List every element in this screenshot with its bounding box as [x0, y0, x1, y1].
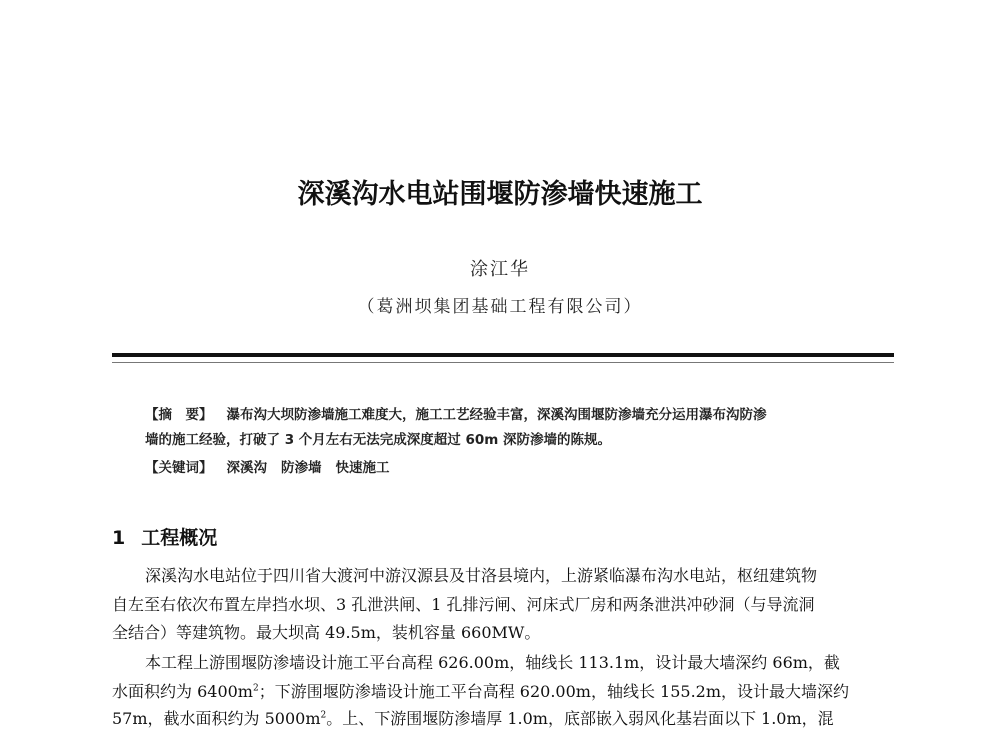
paragraph-fragment: ；下游围堰防渗墙设计施工平台高程 620.00m，轴线长 155.2m，设计最大墙深约 — [258, 682, 850, 701]
section-title: 工程概况 — [141, 527, 218, 549]
section-heading — [112, 523, 217, 550]
header-divider-thin — [112, 362, 894, 363]
keyword-item: 防渗墙 — [281, 460, 322, 476]
abstract-label: 【摘 要】 — [145, 407, 213, 423]
paragraph-fragment: 57m，截水面积约为 5000m — [112, 709, 321, 728]
abstract-line-2 — [145, 429, 875, 452]
superscript: 2 — [320, 710, 327, 721]
section-number: 1 — [112, 527, 126, 549]
abstract-text-2: 墙的施工经验，打破了 3 个月左右无法完成深度超过 60m 深防渗墙的陈规。 — [145, 432, 612, 448]
paragraph-fragment: 水面积约为 6400m — [112, 682, 253, 701]
author-affiliation: （葛洲坝集团基础工程有限公司） — [357, 297, 643, 317]
paper-title: 深溪沟水电站围堰防渗墙快速施工 — [297, 179, 703, 210]
keyword-item: 快速施工 — [335, 460, 390, 476]
author-name: 涂江华 — [470, 259, 530, 280]
paragraph-line: 深溪沟水电站位于四川省大渡河中游汉源县及甘洛县境内，上游紧临瀑布沟水电站，枢纽建筑物 — [145, 566, 818, 585]
superscript: 2 — [252, 683, 259, 694]
paragraph-line: 全结合）等建筑物。最大坝高 49.5m，装机容量 660MW。 — [112, 623, 541, 642]
paragraph-line — [112, 680, 894, 704]
paragraph-line — [112, 707, 894, 731]
header-divider-thick — [112, 353, 894, 357]
abstract-line-1 — [145, 404, 875, 427]
abstract-text-1: 瀑布沟大坝防渗墙施工难度大，施工工艺经验丰富，深溪沟围堰防渗墙充分运用瀑布沟防渗 — [226, 407, 767, 423]
paragraph-fragment: 。上、下游围堰防渗墙厚 1.0m，底部嵌入弱风化基岩面以下 1.0m，混 — [326, 709, 834, 728]
paragraph-line: 自左至右依次布置左岸挡水坝、3 孔泄洪闸、1 孔排污闸、河床式厂房和两条泄洪冲砂洞（与导流洞 — [112, 595, 815, 614]
paragraph-line: 本工程上游围堰防渗墙设计施工平台高程 626.00m，轴线长 113.1m，设计最大墙深约 66m，截 — [145, 653, 840, 672]
keywords-label: 【关键词】 — [145, 460, 213, 476]
keywords-line — [145, 457, 875, 480]
keyword-item: 深溪沟 — [226, 460, 267, 476]
